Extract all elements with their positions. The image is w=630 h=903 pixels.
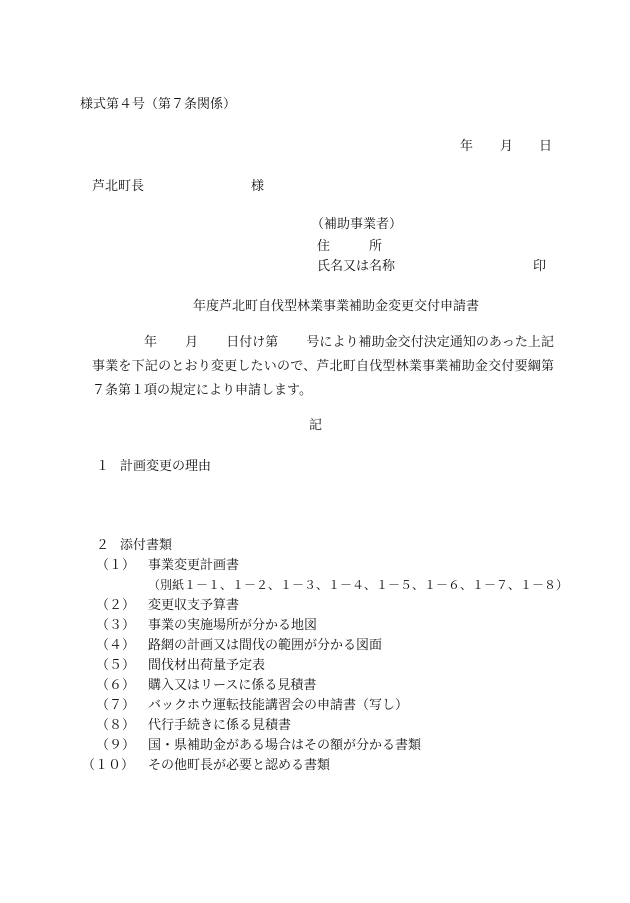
- applicant-name-label: 氏名又は名称: [317, 259, 396, 274]
- attachment-subitems: （別紙１－１、１－２、１－３、１－４、１－５、１－６、１－７、１－８）: [148, 578, 569, 592]
- section1-number: １: [96, 459, 110, 474]
- attachment-text: 間伐材出荷量予定表: [148, 658, 266, 673]
- attachment-no: （８）: [96, 718, 136, 733]
- ki-heading: 記: [309, 418, 323, 433]
- attachment-text: バックホウ運転技能講習会の申請書（写し）: [148, 698, 409, 713]
- attachment-text: 国・県補助金がある場合はその額が分かる書類: [148, 738, 422, 753]
- section2-number: ２: [96, 538, 110, 553]
- body-paragraph: [92, 331, 554, 403]
- date-day-label: 日: [539, 139, 553, 154]
- body-year: 年: [144, 335, 158, 350]
- body-month: 月: [185, 335, 199, 350]
- attachment-text: 購入又はリースに係る見積書: [148, 678, 317, 693]
- section1-label: 計画変更の理由: [120, 459, 212, 474]
- section2-label: 添付書類: [120, 538, 173, 553]
- document-title: 年度芦北町自伐型林業事業補助金変更交付申請書: [193, 299, 480, 314]
- attachment-text: その他町長が必要と認める書類: [148, 758, 331, 773]
- attachment-no: （３）: [96, 618, 136, 633]
- applicant-heading: （補助事業者）: [311, 217, 403, 232]
- attachment-text: 変更収支予算書: [148, 598, 240, 613]
- attachment-no: （５）: [96, 658, 136, 673]
- date-year-label: 年: [460, 139, 474, 154]
- attachment-text: 事業変更計画書: [148, 558, 240, 573]
- applicant-address-label: 住 所: [317, 239, 383, 254]
- body-number-suffix: 号により補助金交付決定通知のあった上記事業を下記のとおり変更したいので、芦北町自伐型林業事業補助金交付要綱第７条第１項の規定により申請します。: [92, 335, 554, 398]
- applicant-seal: 印: [533, 259, 547, 274]
- attachment-no: （９）: [96, 738, 136, 753]
- date-month-label: 月: [500, 139, 514, 154]
- attachment-text: 事業の実施場所が分かる地図: [148, 618, 318, 633]
- attachment-no: （１０）: [82, 758, 135, 773]
- attachment-no: （２）: [96, 598, 136, 613]
- addressee-name: 芦北町長: [92, 179, 145, 194]
- attachment-text: 路網の計画又は間伐の範囲が分かる図面: [148, 638, 383, 653]
- addressee-honorific: 様: [251, 179, 265, 194]
- attachment-text: 代行手続きに係る見積書: [148, 718, 292, 733]
- attachment-no: （１）: [96, 558, 136, 573]
- form-number: 様式第４号（第７条関係）: [80, 97, 237, 112]
- body-day-suffix: 日付け第: [226, 335, 279, 350]
- attachment-no: （６）: [96, 678, 136, 693]
- attachment-no: （７）: [96, 698, 136, 713]
- attachment-no: （４）: [96, 638, 136, 653]
